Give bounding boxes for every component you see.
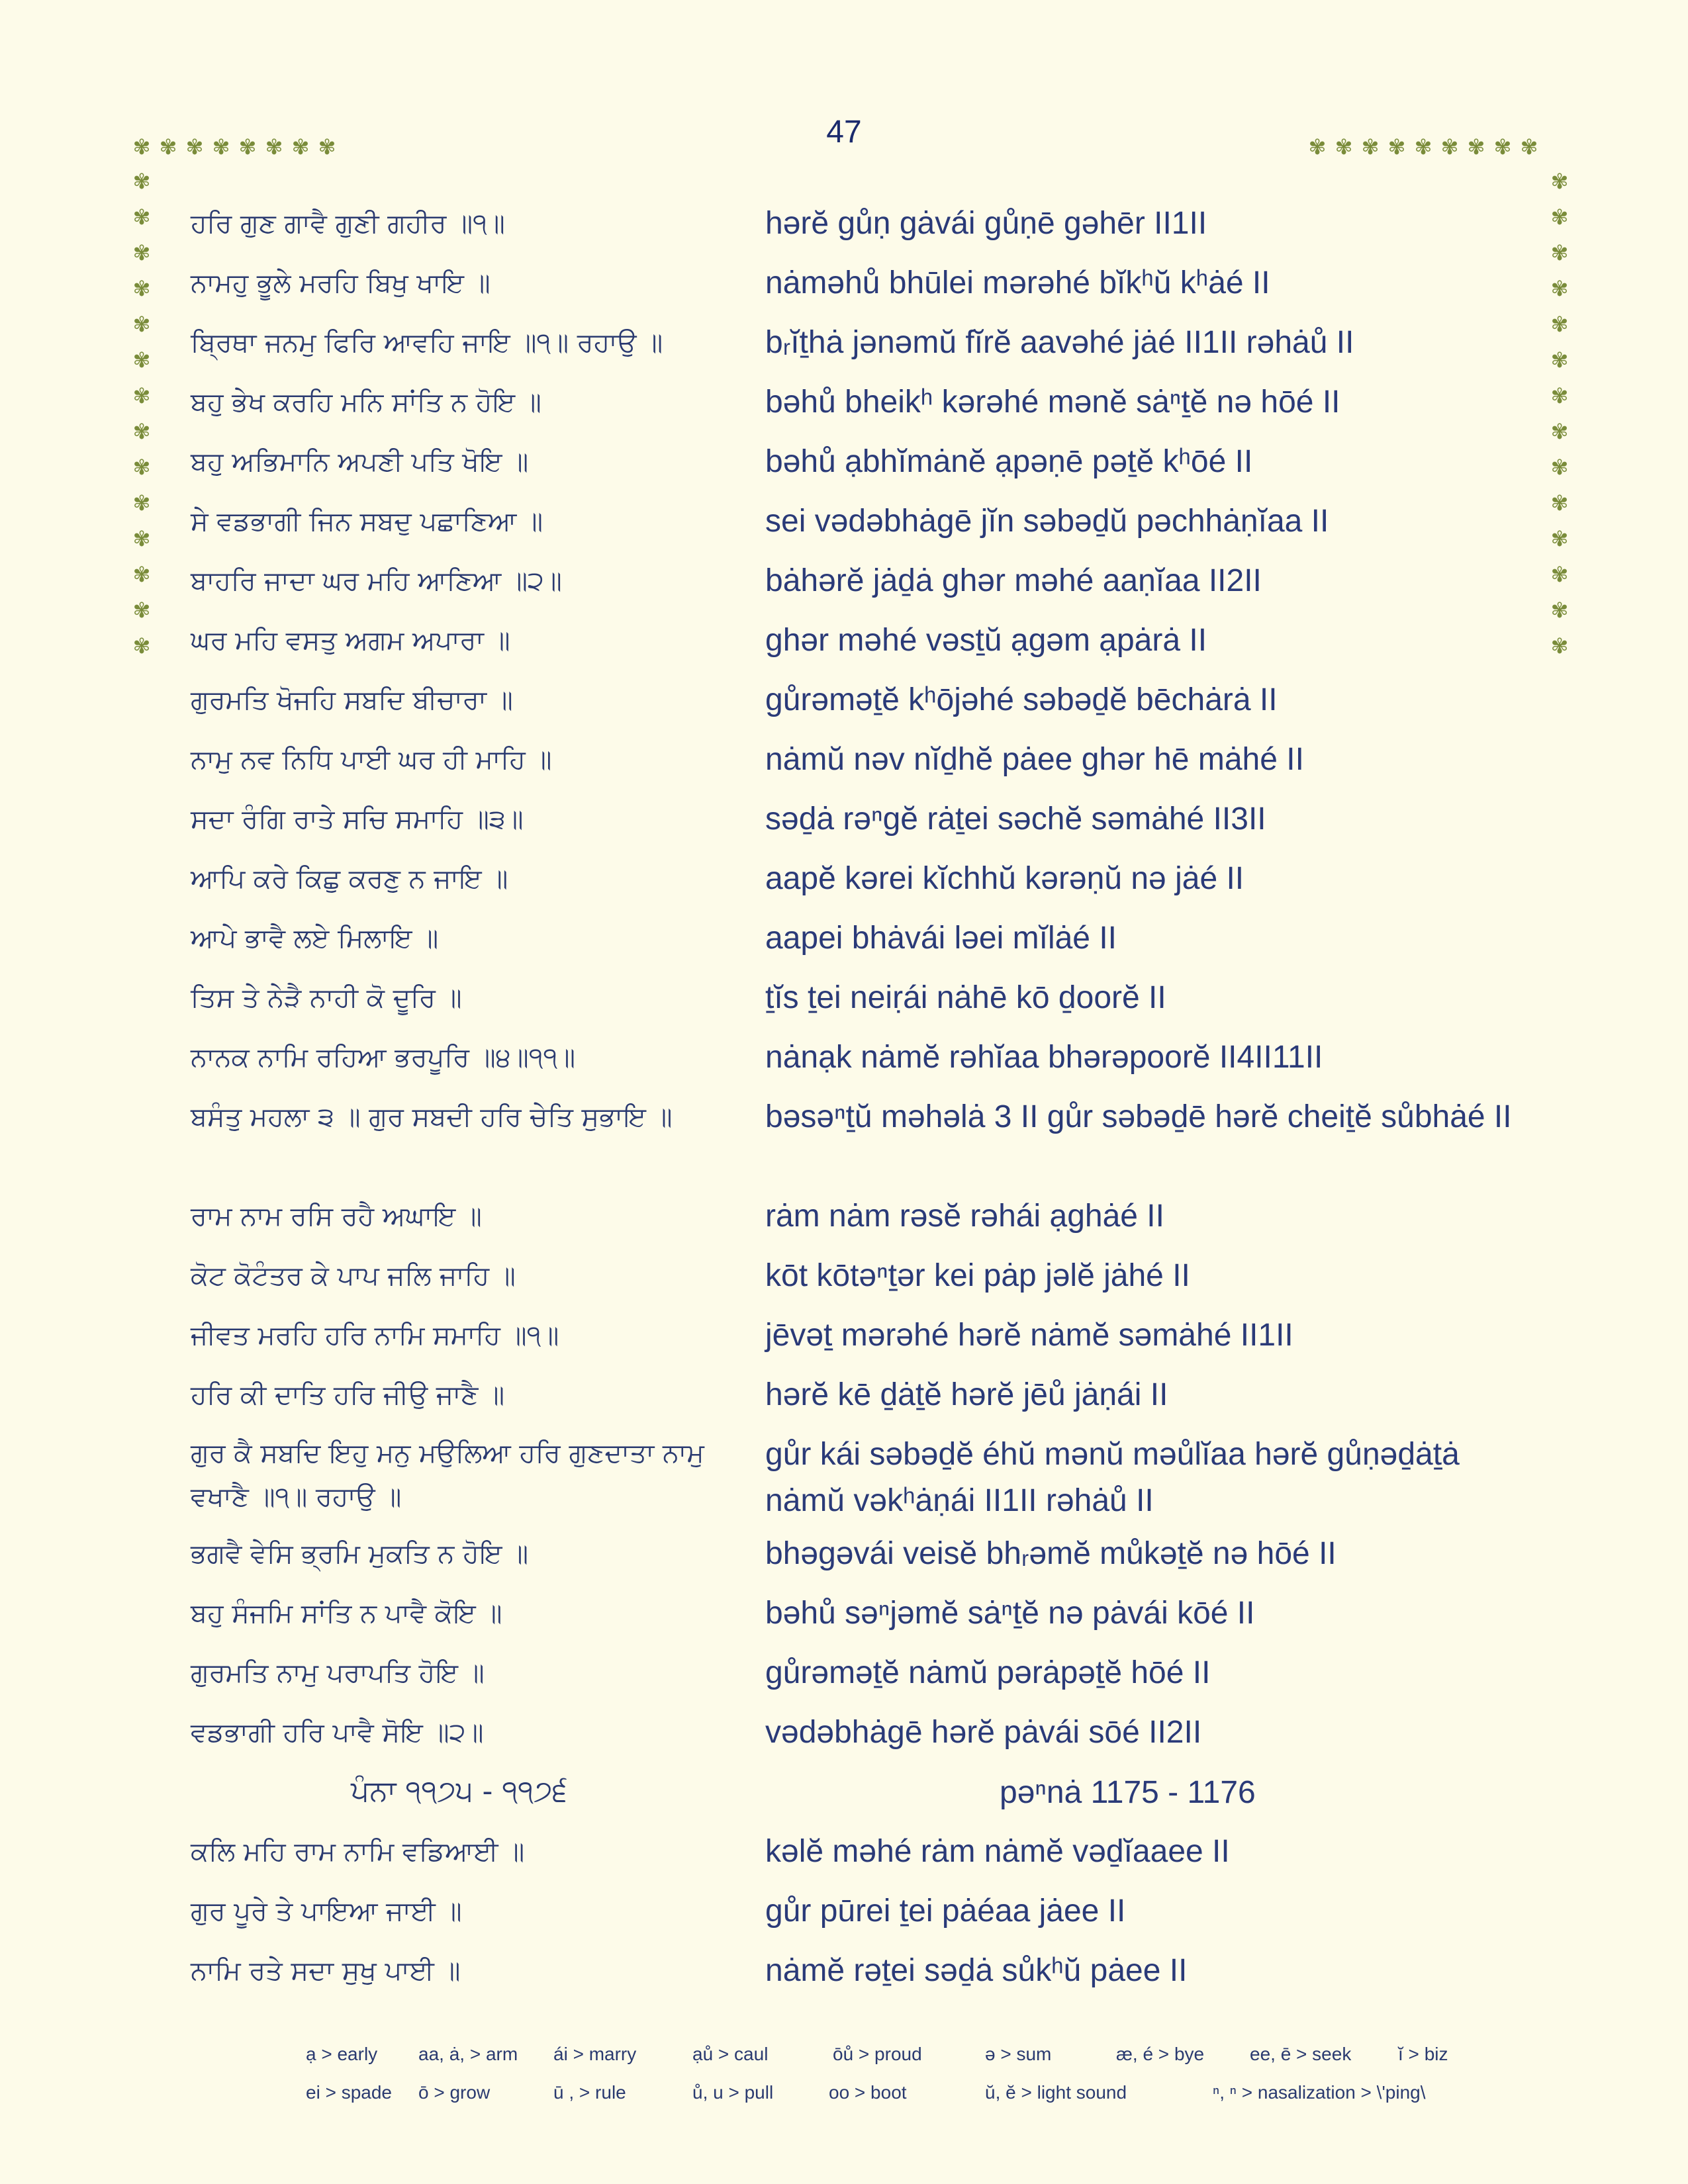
gurmukhi-text: ਬਸੰਤੁ ਮਹਲਾ ੩ ॥ ਗੁਰ ਸਬਦੀ ਹਰਿ ਚੇਤਿ ਸੁਭਾਇ ॥ <box>191 1102 673 1132</box>
flower-icon: ✾ <box>1440 134 1459 159</box>
legend-item: ū , > rule <box>553 2082 626 2103</box>
legend-item: ōů > proud <box>833 2044 922 2064</box>
flower-icon: ✾ <box>132 205 151 230</box>
legend-item: ⁿ, ⁿ > nasalization > \'ping\ <box>1213 2082 1426 2103</box>
flower-icon: ✾ <box>1467 134 1485 159</box>
flower-icon: ✾ <box>1308 134 1327 159</box>
flower-icon: ✾ <box>132 383 151 408</box>
transliteration-text: bəsəⁿṯŭ məhəlȧ 3 II gůr səbəḏē hərĕ cheiṯĕ sůbhȧé II <box>765 1099 1512 1134</box>
flower-icon: ✾ <box>265 134 283 159</box>
transliteration-text: bəhů bheikʰ kərəhé mənĕ sȧⁿṯĕ nə hōé II <box>765 385 1340 420</box>
flower-icon: ✾ <box>132 633 151 659</box>
flower-icon: ✾ <box>1550 526 1569 551</box>
flower-icon: ✾ <box>132 419 151 444</box>
legend-item: aa, ȧ, > arm <box>418 2044 518 2064</box>
gurmukhi-text: ਬਹੁ ਸੰਜਮਿ ਸਾਂਤਿ ਨ ਪਾਵੈ ਕੋਇ ॥ <box>191 1598 502 1629</box>
flower-icon: ✾ <box>1550 419 1569 444</box>
gurmukhi-text: ਆਪੇ ਭਾਵੈ ਲਏ ਮਿਲਾਇ ॥ <box>191 923 439 954</box>
top-right-flower-border <box>1307 136 1540 158</box>
transliteration-text: hərĕ gůṇ gȧvái gůṇē gəhēr II1II <box>765 206 1207 241</box>
panna-gurmukhi: ਪੰਨਾ ੧੧੭੫ - ੧੧੭੬ <box>351 1774 567 1808</box>
transliteration-text: ṯĭs ṯei neiṛái nȧhē kō ḏoorĕ II <box>765 980 1166 1015</box>
flower-icon: ✾ <box>1550 455 1569 480</box>
flower-icon: ✾ <box>1550 276 1569 301</box>
gurmukhi-text: ਗੁਰਮਤਿ ਖੋਜਹਿ ਸਬਦਿ ਬੀਚਾਰਾ ॥ <box>191 685 513 715</box>
transliteration-text: gůr pūrei ṯei pȧéaa jȧee II <box>765 1893 1126 1929</box>
legend-item: ŭ, ĕ > light sound <box>985 2082 1127 2103</box>
gurmukhi-text: ਗੁਰ ਪੂਰੇ ਤੇ ਪਾਇਆ ਜਾਈ ॥ <box>191 1896 462 1927</box>
flower-icon: ✾ <box>185 134 204 159</box>
flower-icon: ✾ <box>238 134 257 159</box>
legend-item: ạů > caul <box>692 2044 769 2064</box>
transliteration-text: kōt kōtəⁿṯər kei pȧp jəlĕ jȧhé II <box>765 1258 1190 1293</box>
transliteration-text: rȧm nȧm rəsĕ rəhái ạghȧé II <box>765 1199 1164 1234</box>
left-flower-border <box>131 171 152 657</box>
transliteration-text: ghər məhé vəsṯŭ ạgəm ạpȧrȧ II <box>765 623 1207 658</box>
gurmukhi-text: ਜੀਵਤ ਮਰਹਿ ਹਰਿ ਨਾਮਿ ਸਮਾਹਿ ॥੧॥ <box>191 1320 559 1351</box>
flower-icon: ✾ <box>1550 383 1569 408</box>
transliteration-text: bəhů səⁿjəmĕ sȧⁿṯĕ nə pȧvái kōé II <box>765 1596 1255 1631</box>
legend-item: ō > grow <box>418 2082 491 2103</box>
flower-icon: ✾ <box>159 134 177 159</box>
gurmukhi-text: ਗੁਰ ਕੈ ਸਬਦਿ ਇਹੁ ਮਨੁ ਮਉਲਿਆ ਹਰਿ ਗੁਣਦਾਤਾ ਨਾਮੁ ਵਖਾਣੈ ॥੧॥ ਰਹਾਉ ॥ <box>191 1438 704 1512</box>
panna-transliteration: pəⁿnȧ 1175 - 1176 <box>1000 1775 1256 1810</box>
gurmukhi-text: ਕੋਟ ਕੋਟੰਤਰ ਕੇ ਪਾਪ ਜਲਿ ਜਾਹਿ ॥ <box>191 1261 516 1291</box>
gurmukhi-text: ਨਾਮਿ ਰਤੇ ਸਦਾ ਸੁਖੁ ਪਾਈ ॥ <box>191 1956 461 1986</box>
gurmukhi-text: ਸੇ ਵਡਭਾਗੀ ਜਿਨ ਸਬਦੁ ਪਛਾਣਿਆ ॥ <box>191 506 543 537</box>
gurmukhi-text: ਬ੍ਰਿਥਾ ਜਨਮੁ ਫਿਰਿ ਆਵਹਿ ਜਾਇ ॥੧॥ ਰਹਾਉ ॥ <box>191 328 663 358</box>
page-number: 47 <box>826 114 862 150</box>
flower-icon: ✾ <box>1414 134 1432 159</box>
flower-icon: ✾ <box>1361 134 1380 159</box>
transliteration-text: gůrəməṯĕ nȧmŭ pərȧpəṯĕ hōé II <box>765 1655 1211 1690</box>
gurmukhi-text: ਹਰਿ ਕੀ ਦਾਤਿ ਹਰਿ ਜੀਉ ਜਾਣੈ ॥ <box>191 1380 505 1410</box>
flower-icon: ✾ <box>132 455 151 480</box>
top-left-flower-border <box>131 136 338 158</box>
flower-icon: ✾ <box>1335 134 1353 159</box>
gurmukhi-text: ਨਾਨਕ ਨਾਮਿ ਰਹਿਆ ਭਰਪੂਰਿ ॥੪॥੧੧॥ <box>191 1042 576 1073</box>
flower-icon: ✾ <box>1493 134 1512 159</box>
transliteration-text: hərĕ kē ḏȧṯĕ hərĕ jēů jȧṇái II <box>765 1377 1168 1412</box>
transliteration-text: aapei bhȧvái ləei mĭlȧé II <box>765 921 1117 956</box>
transliteration-text: bᵣĭṯhȧ jənəmŭ fĭrĕ aavəhé jȧé II1II rəhȧů II <box>765 325 1354 360</box>
gurmukhi-text: ਬਹੁ ਅਭਿਮਾਨਿ ਅਪਣੀ ਪਤਿ ਖੋਇ ॥ <box>191 447 529 477</box>
transliteration-text: gůr kái səbəḏĕ éhŭ mənŭ məůlĭaa hərĕ gůṇəḏȧṯȧ nȧmŭ vəkʰȧṇái II1II rəhȧů II <box>765 1437 1460 1518</box>
transliteration-text: nȧmŭ nəv nĭḏhĕ pȧee ghər hē mȧhé II <box>765 742 1304 777</box>
flower-icon: ✾ <box>1550 562 1569 587</box>
flower-icon: ✾ <box>132 598 151 623</box>
legend-item: ái > marry <box>553 2044 637 2064</box>
transliteration-text: kəlĕ məhé rȧm nȧmĕ vəḏĭaaee II <box>765 1834 1230 1869</box>
flower-icon: ✾ <box>1550 169 1569 194</box>
legend-item: ei > spade <box>306 2082 392 2103</box>
gurmukhi-text: ਆਪਿ ਕਰੇ ਕਿਛੁ ਕਰਣੁ ਨ ਜਾਇ ॥ <box>191 864 508 894</box>
legend-item: ĭ > biz <box>1398 2044 1448 2064</box>
gurmukhi-text: ਹਰਿ ਗੁਣ ਗਾਵੈ ਗੁਣੀ ਗਹੀਰ ॥੧॥ <box>191 208 505 239</box>
legend-item: ee, ē > seek <box>1250 2044 1352 2064</box>
flower-icon: ✾ <box>291 134 310 159</box>
legend-item: ạ > early <box>306 2044 378 2064</box>
gurmukhi-text: ਨਾਮਹੁ ਭੂਲੇ ਮਰਹਿ ਬਿਖੁ ਖਾਇ ॥ <box>191 268 491 298</box>
flower-icon: ✾ <box>132 562 151 587</box>
gurmukhi-text: ਘਰ ਮਹਿ ਵਸਤੁ ਅਗਮ ਅਪਾਰਾ ॥ <box>191 625 510 656</box>
transliteration-text: vədəbhȧgē hərĕ pȧvái sōé II2II <box>765 1715 1202 1750</box>
flower-icon: ✾ <box>132 312 151 337</box>
gurmukhi-text: ਕਲਿ ਮਹਿ ਰਾਮ ਨਾਮਿ ਵਡਿਆਈ ॥ <box>191 1837 525 1867</box>
flower-icon: ✾ <box>132 276 151 301</box>
flower-icon: ✾ <box>1550 633 1569 659</box>
gurmukhi-text: ਭਗਵੈ ਵੇਸਿ ਭ੍ਰਮਿ ਮੁਕਤਿ ਨ ਹੋਇ ॥ <box>191 1539 529 1569</box>
transliteration-text: nȧmĕ rəṯei səḏȧ sůkʰŭ pȧee II <box>765 1953 1188 1988</box>
legend-item: ů, u > pull <box>692 2082 774 2103</box>
flower-icon: ✾ <box>132 134 151 159</box>
transliteration-text: jēvəṯ mərəhé hərĕ nȧmĕ səmȧhé II1II <box>765 1318 1293 1353</box>
flower-icon: ✾ <box>212 134 230 159</box>
flower-icon: ✾ <box>132 169 151 194</box>
transliteration-text: səḏȧ rəⁿgĕ rȧṯei səchĕ səmȧhé II3II <box>765 801 1266 837</box>
transliteration-text: bhəgəvái veisĕ bhᵣəmĕ můkəṯĕ nə hōé II <box>765 1536 1336 1571</box>
transliteration-text: bəhů ạbhĭmȧnĕ ạpəṇē pəṯĕ kʰōé II <box>765 444 1253 479</box>
gurmukhi-text: ਬਾਹਰਿ ਜਾਦਾ ਘਰ ਮਹਿ ਆਣਿਆ ॥੨॥ <box>191 566 562 596</box>
flower-icon: ✾ <box>1550 240 1569 265</box>
flower-icon: ✾ <box>132 240 151 265</box>
right-flower-border <box>1549 171 1570 657</box>
gurmukhi-text: ਵਡਭਾਗੀ ਹਰਿ ਪਾਵੈ ਸੋਇ ॥੨॥ <box>191 1717 484 1748</box>
transliteration-text: nȧnạk nȧmĕ rəhĭaa bhərəpoorĕ II4II11II <box>765 1040 1323 1075</box>
flower-icon: ✾ <box>132 526 151 551</box>
flower-icon: ✾ <box>1550 598 1569 623</box>
flower-icon: ✾ <box>1520 134 1538 159</box>
legend-item: ə > sum <box>985 2044 1052 2064</box>
gurmukhi-text: ਨਾਮੁ ਨਵ ਨਿਧਿ ਪਾਈ ਘਰ ਹੀ ਮਾਹਿ ॥ <box>191 745 552 775</box>
gurmukhi-text: ਬਹੁ ਭੇਖ ਕਰਹਿ ਮਨਿ ਸਾਂਤਿ ਨ ਹੋਇ ॥ <box>191 387 541 418</box>
gurmukhi-text: ਤਿਸ ਤੇ ਨੇੜੈ ਨਾਹੀ ਕੋ ਦੂਰਿ ॥ <box>191 983 462 1013</box>
flower-icon: ✾ <box>1550 205 1569 230</box>
transliteration-text: aapĕ kərei kĭchhŭ kərəṇŭ nə jȧé II <box>765 861 1244 896</box>
flower-icon: ✾ <box>132 490 151 516</box>
gurmukhi-text: ਗੁਰਮਤਿ ਨਾਮੁ ਪਰਾਪਤਿ ਹੋਇ ॥ <box>191 1658 485 1688</box>
panna-line <box>0 1769 1688 1815</box>
transliteration-text: bȧhərĕ jȧḏȧ ghər məhé aaṇĭaa II2II <box>765 563 1262 598</box>
gurmukhi-text: ਸਦਾ ਰੰਗਿ ਰਾਤੇ ਸਚਿ ਸਮਾਹਿ ॥੩॥ <box>191 804 524 835</box>
gurmukhi-text: ਰਾਮ ਨਾਮ ਰਸਿ ਰਹੈ ਅਘਾਇ ॥ <box>191 1201 482 1232</box>
flower-icon: ✾ <box>1550 347 1569 373</box>
flower-icon: ✾ <box>1387 134 1406 159</box>
transliteration-text: sei vədəbhȧgē jĭn səbəḏŭ pəchhȧṇĭaa II <box>765 504 1329 539</box>
flower-icon: ✾ <box>132 347 151 373</box>
transliteration-text: nȧməhů bhūlei mərəhé bĭkʰŭ kʰȧé II <box>765 265 1270 300</box>
flower-icon: ✾ <box>1550 490 1569 516</box>
transliteration-text: gůrəməṯĕ kʰōjəhé səbəḏĕ bēchȧrȧ II <box>765 682 1278 717</box>
legend-item: oo > boot <box>829 2082 907 2103</box>
flower-icon: ✾ <box>318 134 336 159</box>
legend-item: æ, é > bye <box>1116 2044 1205 2064</box>
flower-icon: ✾ <box>1550 312 1569 337</box>
